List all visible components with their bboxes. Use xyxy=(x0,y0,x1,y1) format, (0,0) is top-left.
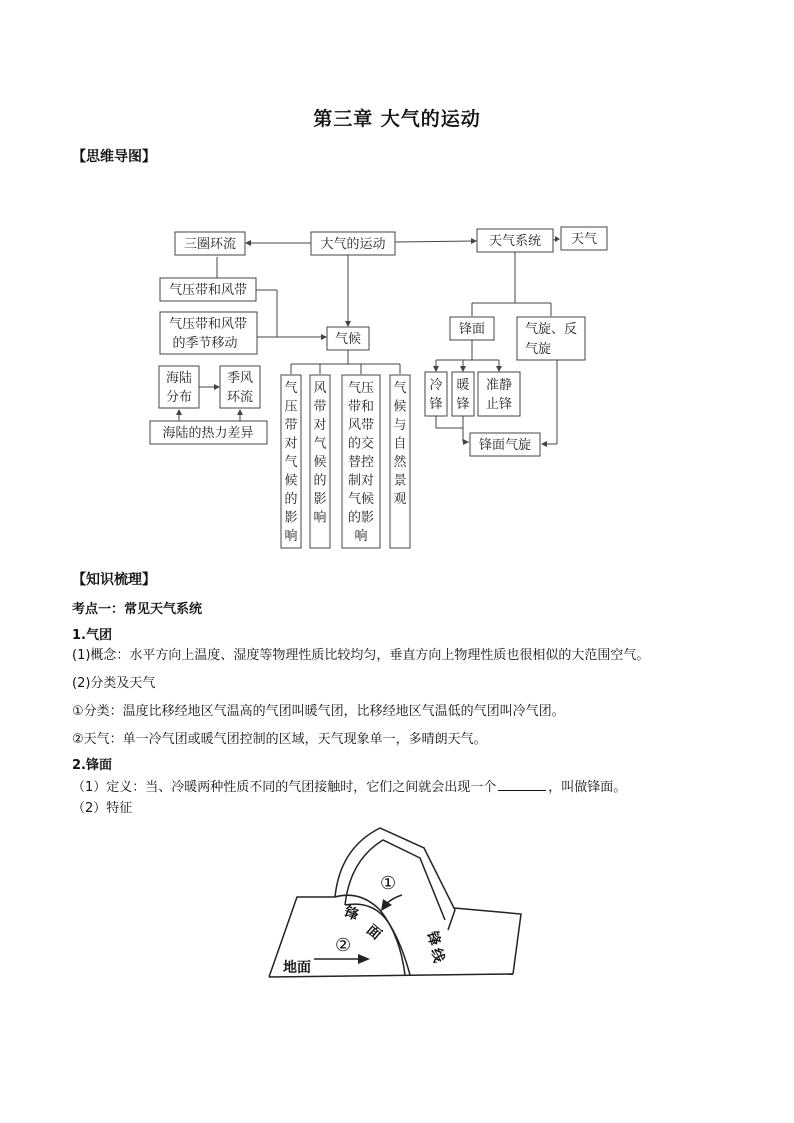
label-thermal-diff: 海陆的热力差异 xyxy=(162,426,254,441)
ground-plane-right xyxy=(454,908,521,974)
label-climate: 气候 xyxy=(334,332,362,347)
label-col1-0: 气 xyxy=(284,381,298,396)
label-monsoon-1: 季风 xyxy=(226,371,254,386)
section-mind-map-heading: 【思维导图】 xyxy=(72,149,156,165)
label-col4-0: 气 xyxy=(393,381,407,396)
label-col3-7: 的影 xyxy=(347,510,375,526)
label-col1-6: 的 xyxy=(284,492,298,507)
label-center: 大气的运动 xyxy=(320,237,386,252)
label-col2-0: 风 xyxy=(313,381,327,396)
label-col1-2: 带 xyxy=(284,418,298,433)
label-cold-front-2: 锋 xyxy=(429,397,443,412)
label-col1-8: 响 xyxy=(284,529,298,544)
label-col4-1: 候 xyxy=(393,399,407,415)
air-mass-definition: (1)概念：水平方向上温度、湿度等物理性质比较均匀，垂直方向上物理性质也很相似的大范围空气。 xyxy=(72,648,650,663)
label-col1-3: 对 xyxy=(284,436,298,452)
arrow-2-head xyxy=(358,954,370,964)
label-col2-3: 气 xyxy=(313,436,327,452)
air-mass-weather: ②天气：单一冷气团或暖气团控制的区域，天气现象单一，多晴朗天气。 xyxy=(72,732,487,747)
air-mass-heading: 1.气团 xyxy=(72,628,112,643)
air-mass-classification: ①分类：温度比移经地区气温高的气团叫暖气团，比移经地区气温低的气团叫冷气团。 xyxy=(72,704,565,719)
label-weather-system: 天气系统 xyxy=(488,234,542,249)
label-col1-7: 影 xyxy=(284,510,298,526)
label-land-sea-1: 海陆 xyxy=(165,371,193,386)
label-weather: 天气 xyxy=(570,232,598,247)
label-col3-3: 的交 xyxy=(347,436,375,452)
label-col4-3: 自 xyxy=(393,436,407,452)
front-definition-text-b: ，叫做锋面。 xyxy=(548,780,627,795)
label-monsoon-2: 环流 xyxy=(226,390,254,405)
label-col3-8: 响 xyxy=(354,529,368,544)
label-col1-5: 候 xyxy=(284,473,298,489)
front-features-heading: （2）特征 xyxy=(72,801,133,816)
label-stationary-front-1: 准静 xyxy=(485,378,513,393)
label-col4-6: 观 xyxy=(393,492,407,507)
front-surface-char-2: 面 xyxy=(363,921,385,944)
label-col3-6: 气候 xyxy=(347,492,375,507)
front-heading: 2.锋面 xyxy=(72,758,112,773)
label-col2-5: 的 xyxy=(313,473,327,489)
label-land-sea-2: 分布 xyxy=(165,390,193,405)
front-line-char-1: 锋 xyxy=(423,929,443,948)
label-seasonal-shift-2: 的季节移动 xyxy=(172,336,238,351)
front-surface-char-1: 锋 xyxy=(341,903,361,925)
label-circle-1: ① xyxy=(380,873,397,894)
label-stationary-front-2: 止锋 xyxy=(485,397,513,412)
label-cyclone-1: 气旋、反 xyxy=(524,322,578,337)
label-pressure-belts: 气压带和风带 xyxy=(168,283,248,298)
label-circle-2: ② xyxy=(335,935,352,956)
label-frontal-cyclone: 锋面气旋 xyxy=(478,438,532,453)
label-col2-7: 响 xyxy=(313,510,327,526)
section-knowledge-heading: 【知识梳理】 xyxy=(72,572,156,588)
label-col4-5: 景 xyxy=(393,473,407,489)
page-title: 第三章 大气的运动 xyxy=(313,108,481,130)
front-definition-text-a: （1）定义：当、冷暖两种性质不同的气团接触时，它们之间就会出现一个 xyxy=(72,780,497,795)
label-cyclone-2: 气旋 xyxy=(524,342,552,357)
label-col2-4: 候 xyxy=(313,455,327,470)
air-mass-classification-heading: (2)分类及天气 xyxy=(72,676,156,691)
label-cold-front-1: 冷 xyxy=(429,378,443,393)
label-col2-1: 带 xyxy=(313,399,327,415)
label-seasonal-shift-1: 气压带和风带 xyxy=(168,317,248,332)
label-col4-4: 然 xyxy=(393,455,407,470)
label-warm-front-2: 锋 xyxy=(456,397,470,412)
label-three-circulation: 三圈环流 xyxy=(183,237,237,252)
label-col3-1: 带和 xyxy=(347,399,375,415)
label-col3-0: 气压 xyxy=(347,381,375,396)
label-col4-2: 与 xyxy=(393,418,407,433)
ground-label: 地面 xyxy=(283,960,311,976)
label-col2-6: 影 xyxy=(313,492,327,507)
label-col2-2: 对 xyxy=(313,418,327,433)
label-warm-front-1: 暖 xyxy=(456,378,470,393)
label-col3-5: 制对 xyxy=(347,473,375,489)
front-line-char-2: 线 xyxy=(427,946,447,965)
label-col1-4: 气 xyxy=(284,455,298,470)
label-col1-1: 压 xyxy=(284,399,298,415)
label-col3-4: 替控 xyxy=(347,455,375,470)
label-front: 锋面 xyxy=(458,322,486,337)
label-col3-2: 风带 xyxy=(347,418,375,433)
point-one-heading: 考点一：常见天气系统 xyxy=(72,602,203,617)
